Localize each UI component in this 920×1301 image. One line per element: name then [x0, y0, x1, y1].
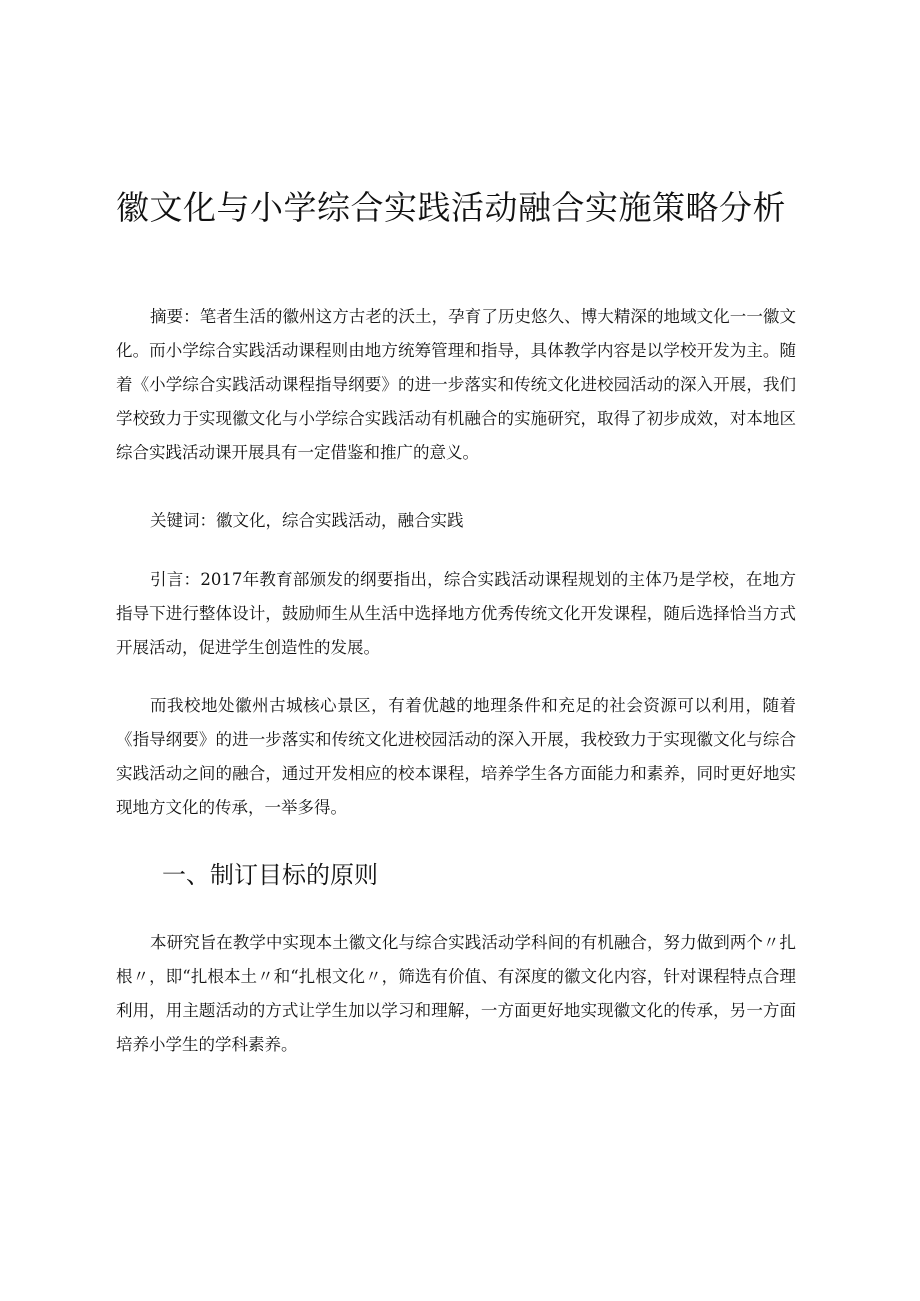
- research-paragraph: 本研究旨在教学中实现本土徽文化与综合实践活动学科间的有机融合，努力做到两个〃扎根〃，即“扎根本土〃和“扎根文化〃，筛选有价值、有深度的徽文化内容，针对课程特点合理利用，用主题活动的方式让学生加以学习和理解，一方面更好地实现徽文化的传承，另一方面培养小学生的学科素养。: [116, 933, 796, 1054]
- keywords-paragraph: 关键词：徽文化，综合实践活动，融合实践: [150, 511, 464, 530]
- intro-paragraph: 引言：2017年教育部颁发的纲要指出，综合实践活动课程规划的主体乃是学校，在地方指导下进行整体设计，鼓励师生从生活中选择地方优秀传统文化开发课程，随后选择恰当方式开展活动，促进学生创造性的发展。: [116, 570, 796, 657]
- abstract-paragraph: 摘要：笔者生活的徽州这方古老的沃土，孕育了历史悠久、博大精深的地域文化一一徽文化。而小学综合实践活动课程则由地方统筹管理和指导，具体教学内容是以学校开发为主。随着《小学综合实践活动课程指导纲要》的进一步落实和传统文化进校园活动的深入开展，我们学校致力于实现徽文化与小学综合实践活动有机融合的实施研究，取得了初步成效，对本地区综合实践活动课开展具有一定借鉴和推广的意义。: [116, 307, 796, 462]
- document-title: 徽文化与小学综合实践活动融合实施策略分析: [116, 188, 786, 228]
- school-paragraph: 而我校地处徽州古城核心景区，有着优越的地理条件和充足的社会资源可以利用，随着《指导纲要》的进一步落实和传统文化进校园活动的深入开展，我校致力于实现徽文化与综合实践活动之间的融合，通过开发相应的校本课程，培养学生各方面能力和素养，同时更好地实现地方文化的传承，一举多得。: [116, 696, 796, 817]
- section-heading: 一、制订目标的原则: [162, 861, 378, 889]
